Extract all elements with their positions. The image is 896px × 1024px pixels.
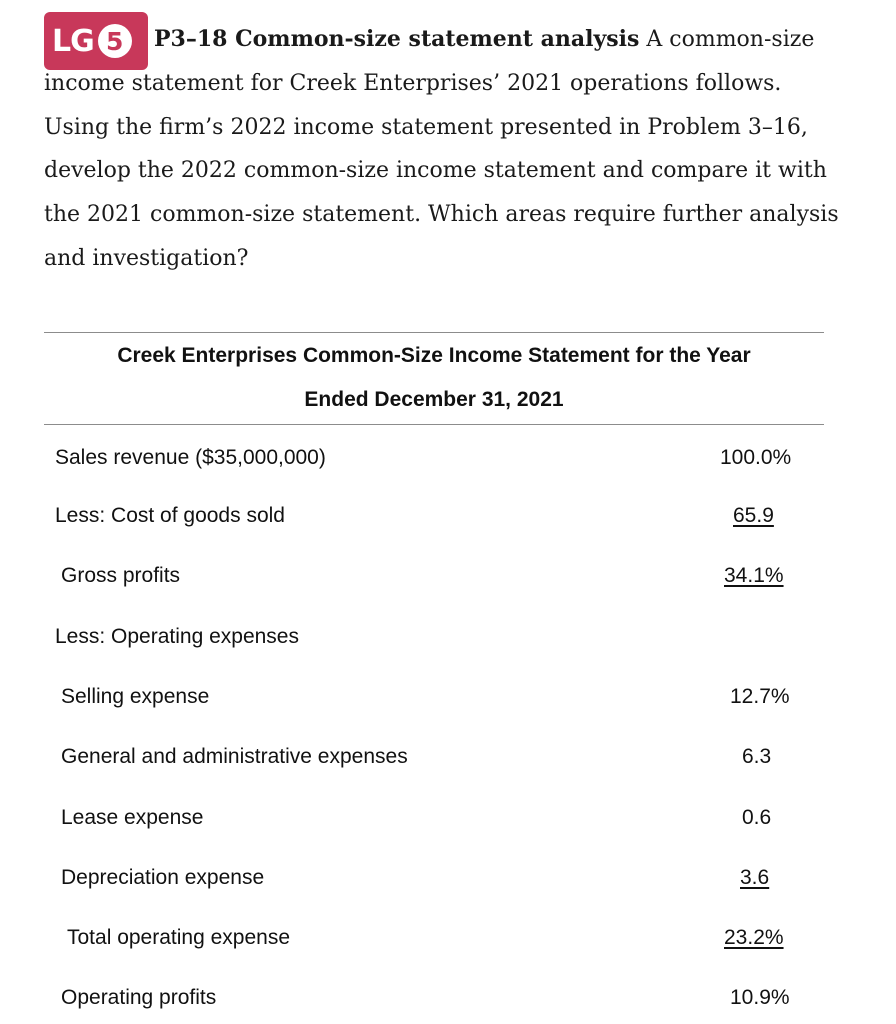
- row-value: 65.9: [733, 504, 774, 527]
- row-label: Sales revenue ($35,000,000): [55, 446, 326, 469]
- row-label: Less: Operating expenses: [55, 625, 299, 648]
- table-title-line-1: Creek Enterprises Common-Size Income Statement for the Year: [117, 344, 751, 367]
- table-row-operating-expenses-header: [0, 625, 896, 655]
- row-value: 0.6: [742, 806, 772, 829]
- row-label: Operating profits: [61, 986, 217, 1009]
- table-row-total-operating-expense: [0, 926, 896, 956]
- table-title: [44, 334, 824, 422]
- row-label: Selling expense: [61, 685, 210, 708]
- row-value: 23.2%: [724, 926, 784, 949]
- table-title-line-2: Ended December 31, 2021: [304, 388, 564, 411]
- row-value: 12.7%: [730, 685, 790, 708]
- row-value: 34.1%: [724, 564, 784, 587]
- table-row-sales-revenue: [0, 446, 896, 476]
- problem-title: P3–18 Common-size statement analysis: [154, 26, 640, 52]
- table-top-rule: [44, 332, 824, 333]
- table-row-general-admin-expenses: [0, 745, 896, 775]
- table-row-operating-profits: [0, 986, 896, 1016]
- learning-goal-prefix: LG: [52, 23, 94, 59]
- problem-body: A common-size income statement for Creek Enterprises’ 2021 operations follows. Using the firm’s 2022 income statement presented in Problem 3–16, develop the 2022 common-size income statement and compare it with the 2021 common-size statement. Which areas require further analysis and investigation?: [44, 27, 839, 271]
- table-row-depreciation-expense: [0, 866, 896, 896]
- table-row-cost-of-goods-sold: [0, 504, 896, 534]
- row-label: Lease expense: [61, 806, 204, 829]
- learning-goal-number: 5: [98, 24, 132, 58]
- table-row-selling-expense: [0, 685, 896, 715]
- row-value: 3.6: [740, 866, 770, 889]
- table-row-gross-profits: [0, 564, 896, 594]
- table-header-rule: [44, 424, 824, 425]
- row-value: 10.9%: [730, 986, 790, 1009]
- row-value: 100.0%: [720, 446, 792, 469]
- table-row-lease-expense: [0, 806, 896, 836]
- problem-statement: [44, 18, 844, 281]
- row-label: General and administrative expenses: [61, 745, 408, 768]
- row-label: Less: Cost of goods sold: [55, 504, 285, 527]
- row-label: Gross profits: [61, 564, 181, 587]
- row-label: Depreciation expense: [61, 866, 265, 889]
- row-value: 6.3: [742, 745, 772, 768]
- row-label: Total operating expense: [67, 926, 290, 949]
